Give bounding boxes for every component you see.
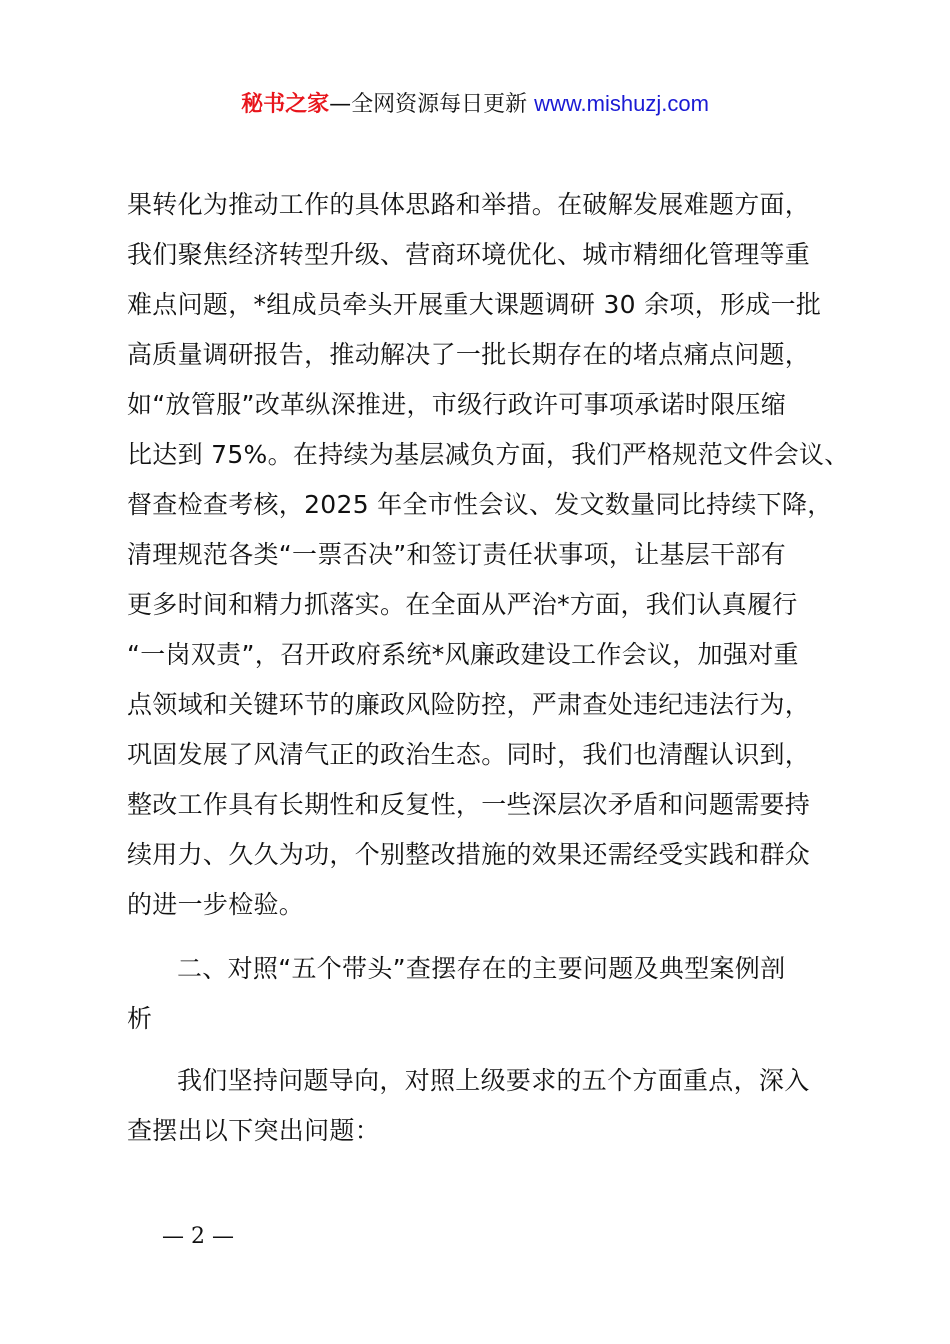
site-header	[0, 86, 950, 123]
page-number: — 2 —	[162, 1224, 234, 1249]
text-line: 点领域和关键环节的廉政风险防控，严肃查处违纪违法行为，	[127, 690, 811, 719]
text-line: 我们聚焦经济转型升级、营商环境优化、城市精细化管理等重	[127, 240, 811, 269]
document-body	[127, 180, 850, 1156]
brand-name: 秘书之家	[241, 92, 330, 117]
site-url-link[interactable]: www.mishuzj.com	[534, 91, 709, 116]
text-line: 查摆出以下突出问题：	[127, 1116, 381, 1145]
text-line: 巩固发展了风清气正的政治生态。同时，我们也清醒认识到，	[127, 740, 811, 769]
section-heading	[127, 944, 833, 1044]
text-line: 清理规范各类“一票否决”和签订责任状事项，让基层干部有	[127, 540, 787, 569]
text-line: 难点问题，*组成员牵头开展重大课题调研 30 余项，形成一批	[127, 290, 822, 319]
text-line: 整改工作具有长期性和反复性，一些深层次矛盾和问题需要持	[127, 790, 811, 819]
text-line: 果转化为推动工作的具体思路和举措。在破解发展难题方面，	[127, 190, 811, 219]
header-tagline: —全网资源每日更新	[329, 92, 528, 117]
paragraph-problems-intro	[127, 1056, 833, 1156]
text-line: 续用力、久久为功，个别整改措施的效果还需经受实践和群众	[127, 840, 811, 869]
text-line: 高质量调研报告，推动解决了一批长期存在的堵点痛点问题，	[127, 340, 811, 369]
text-line: “一岗双责”，召开政府系统*风廉政建设工作会议，加强对重	[127, 640, 799, 669]
text-line: 的进一步检验。	[127, 890, 305, 919]
section-heading-line: 二、对照“五个带头”查摆存在的主要问题及典型案例剖	[177, 954, 786, 983]
text-line: 更多时间和精力抓落实。在全面从严治*方面，我们认真履行	[127, 590, 798, 619]
text-line: 比达到 75%。在持续为基层减负方面，我们严格规范文件会议、	[127, 440, 850, 469]
section-heading-line: 析	[127, 1004, 153, 1033]
text-line: 我们坚持问题导向，对照上级要求的五个方面重点，深入	[177, 1066, 810, 1095]
text-line: 如“放管服”改革纵深推进，市级行政许可事项承诺时限压缩	[127, 390, 787, 419]
paragraph-results	[127, 180, 850, 930]
text-line: 督查检查考核，2025 年全市性会议、发文数量同比持续下降，	[127, 490, 833, 519]
